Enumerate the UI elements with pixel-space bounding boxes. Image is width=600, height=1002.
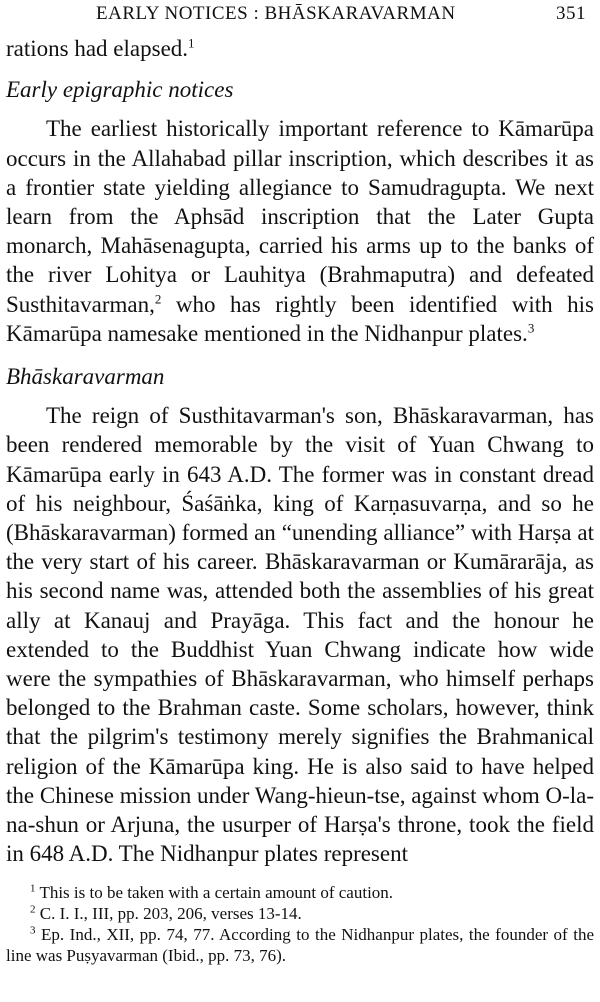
footnote-ref-3: 3 <box>527 320 535 336</box>
paragraph-epigraphic <box>6 114 594 348</box>
footnote-ref-2: 2 <box>154 290 162 306</box>
footnote-1 <box>6 882 594 903</box>
running-header <box>6 0 594 34</box>
main-text <box>6 34 594 868</box>
footnotes <box>6 882 594 966</box>
running-title: EARLY NOTICES : BHĀSKARAVARMAN <box>96 3 456 24</box>
paragraph-epigraphic-part-a: The earliest historically important reference to Kāmarūpa occurs in the Allahabad pillar inscription, which describes it as a frontier state yielding allegiance to Samudragupta. We next learn from the Aphsād inscription that the Later Gupta monarch, Mahāsenagupta, carried his arms up to the banks of the river Lohitya or Lauhitya (Brahmaputra) and defeated Susthitavarman, <box>6 116 594 317</box>
opening-text: rations had elapsed. <box>6 36 189 61</box>
footnote-1-number: 1 <box>30 882 36 895</box>
footnote-ref-1: 1 <box>188 35 195 51</box>
footnote-2 <box>6 903 594 924</box>
opening-line <box>6 34 594 63</box>
footnote-2-number: 2 <box>30 903 36 916</box>
page-number: 351 <box>556 3 586 24</box>
section-heading-epigraphic: Early epigraphic notices <box>6 77 234 103</box>
footnote-3 <box>6 924 594 966</box>
paragraph-epigraphic-part-b: who has rightly been identified with his Kāmarūpa namesake mentioned in the Nidhanpur plates. <box>6 291 594 346</box>
footnote-1-text: This is to be taken with a certain amount of caution. <box>39 883 394 903</box>
footnote-2-text: C. I. I., III, pp. 203, 206, verses 13-14. <box>39 904 302 924</box>
footnote-3-text: Ep. Ind., XII, pp. 74, 77. According to the Nidhanpur plates, the founder of the line was Puṣyavarman (Ibid., pp. 73, 76). <box>6 925 594 966</box>
footnote-3-number: 3 <box>30 924 36 937</box>
paragraph-bhaskaravarman: The reign of Susthitavarman's son, Bhāskaravarman, has been rendered memorable by the visit of Yuan Chwang to Kāmarūpa early in 643 A.D. The former was in constant dread of his neighbour, Śaśāṅka, king of Karṇasuvarṇa, and so he (Bhāskaravarman) formed an “unending alliance” with Harṣa at the very start of his career. Bhāskaravarman or Kumārarāja, as his second name was, attended both the assemblies of his great ally at Kanauj and Prayāga. This fact and the honour he extended to the Buddhist Yuan Chwang indicate how wide were the sympathies of Bhāskaravarman, who himself perhaps belonged to the Brahman caste. Some scholars, however, think that the pilgrim's testimony merely signifies the Brahmanical religion of the Kāmarūpa king. He is also said to have helped the Chinese mission under Wang-hieun-tse, against whom O-la-na-shun or Arjuna, the usurper of Harṣa's throne, took the field in 648 A.D. The Nidhanpur plates represent <box>6 403 594 867</box>
section-heading-bhaskaravarman: Bhāskaravarman <box>6 364 165 390</box>
